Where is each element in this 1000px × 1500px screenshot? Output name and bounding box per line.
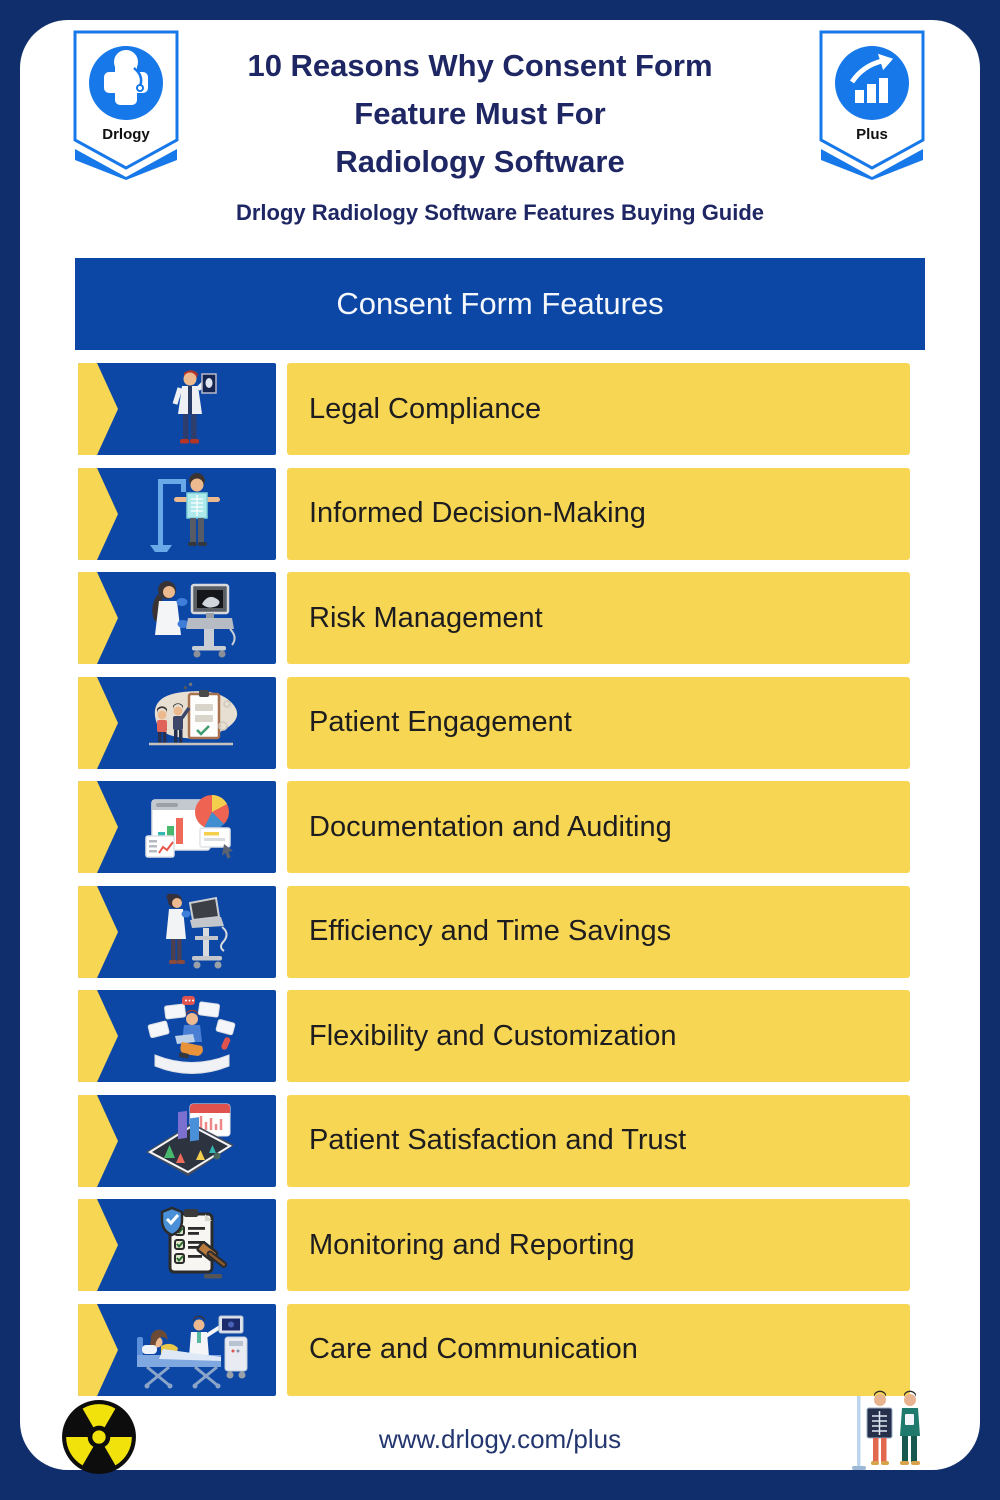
feature-row xyxy=(78,572,910,664)
feature-row xyxy=(78,1095,910,1187)
chevron-right-icon xyxy=(78,886,120,978)
feature-icon-box xyxy=(78,1095,276,1187)
tablet-3d-charts-icon xyxy=(136,1100,248,1182)
feature-label: Monitoring and Reporting xyxy=(309,1228,635,1261)
feature-label-bar xyxy=(287,468,910,560)
feature-label: Patient Engagement xyxy=(309,706,572,738)
feature-rows xyxy=(78,363,910,1396)
feature-label-bar xyxy=(287,1095,910,1187)
feature-icon-box xyxy=(78,468,276,560)
chevron-right-icon xyxy=(78,1095,120,1187)
feature-label: Care and Communication xyxy=(309,1333,638,1365)
chevron-right-icon xyxy=(78,781,120,873)
sonographer-ultrasound-icon xyxy=(136,577,248,659)
drlogy-badge-label: Drlogy xyxy=(102,126,150,143)
feature-row xyxy=(78,886,910,978)
page-subtitle: Drlogy Radiology Software Features Buying Guide xyxy=(235,200,765,225)
feature-label-bar xyxy=(287,363,910,455)
chevron-right-icon xyxy=(78,363,120,455)
patient-bed-care-icon xyxy=(127,1309,257,1391)
page-title-line2: Feature Must For xyxy=(354,96,606,131)
patients-consent-clipboard-icon xyxy=(129,682,255,764)
feature-row xyxy=(78,781,910,873)
feature-row xyxy=(78,1199,910,1291)
feature-row xyxy=(78,363,910,455)
chevron-right-icon xyxy=(78,468,120,560)
feature-icon-box xyxy=(78,990,276,1082)
feature-label: Documentation and Auditing xyxy=(309,810,672,843)
feature-label-bar xyxy=(287,572,910,664)
plus-badge xyxy=(814,28,930,180)
feature-icon-box xyxy=(78,781,276,873)
page-title-line3: Radiology Software xyxy=(335,144,625,179)
chevron-right-icon xyxy=(78,1199,120,1291)
patient-xray-scan-icon xyxy=(146,473,238,555)
site-url[interactable]: www.drlogy.com/plus xyxy=(378,1424,622,1454)
feature-icon-box xyxy=(78,572,276,664)
page-title-line1: 10 Reasons Why Consent Form xyxy=(247,48,713,83)
feature-label: Risk Management xyxy=(309,601,543,634)
chevron-right-icon xyxy=(78,572,120,664)
feature-label: Flexibility and Customization xyxy=(309,1019,677,1052)
feature-icon-box xyxy=(78,1304,276,1396)
feature-label-bar xyxy=(287,990,910,1082)
feature-label-bar xyxy=(287,1199,910,1291)
chevron-right-icon xyxy=(78,990,120,1082)
plus-badge-label: Plus xyxy=(856,126,888,143)
drlogy-medical-logo-icon xyxy=(68,28,184,180)
feature-label: Efficiency and Time Savings xyxy=(309,915,672,947)
drlogy-badge xyxy=(68,28,184,180)
analytics-dashboard-icon xyxy=(136,786,248,868)
doctor-holding-xray-icon xyxy=(157,368,227,450)
feature-row xyxy=(78,990,910,1082)
chevron-right-icon xyxy=(78,677,120,769)
checklist-shield-gavel-icon xyxy=(146,1204,238,1286)
feature-label-bar xyxy=(287,781,910,873)
feature-label: Legal Compliance xyxy=(309,392,542,425)
page-title xyxy=(190,42,770,186)
feature-label-bar xyxy=(287,1304,910,1396)
plus-growth-logo-icon xyxy=(814,28,930,180)
feature-icon-box xyxy=(78,886,276,978)
feature-label-bar xyxy=(287,677,910,769)
feature-row xyxy=(78,677,910,769)
feature-label-bar xyxy=(287,886,910,978)
feature-label: Patient Satisfaction and Trust xyxy=(309,1124,687,1156)
feature-row xyxy=(78,468,910,560)
table-header: Consent Form Features xyxy=(75,258,925,350)
person-custom-screens-icon xyxy=(141,995,243,1077)
feature-label: Informed Decision-Making xyxy=(309,497,646,529)
doctor-mobile-workstation-icon xyxy=(146,891,238,973)
feature-icon-box xyxy=(78,677,276,769)
feature-icon-box xyxy=(78,363,276,455)
feature-row xyxy=(78,1304,910,1396)
feature-icon-box xyxy=(78,1199,276,1291)
radiology-patients-icon xyxy=(850,1386,930,1478)
chevron-right-icon xyxy=(78,1304,120,1396)
